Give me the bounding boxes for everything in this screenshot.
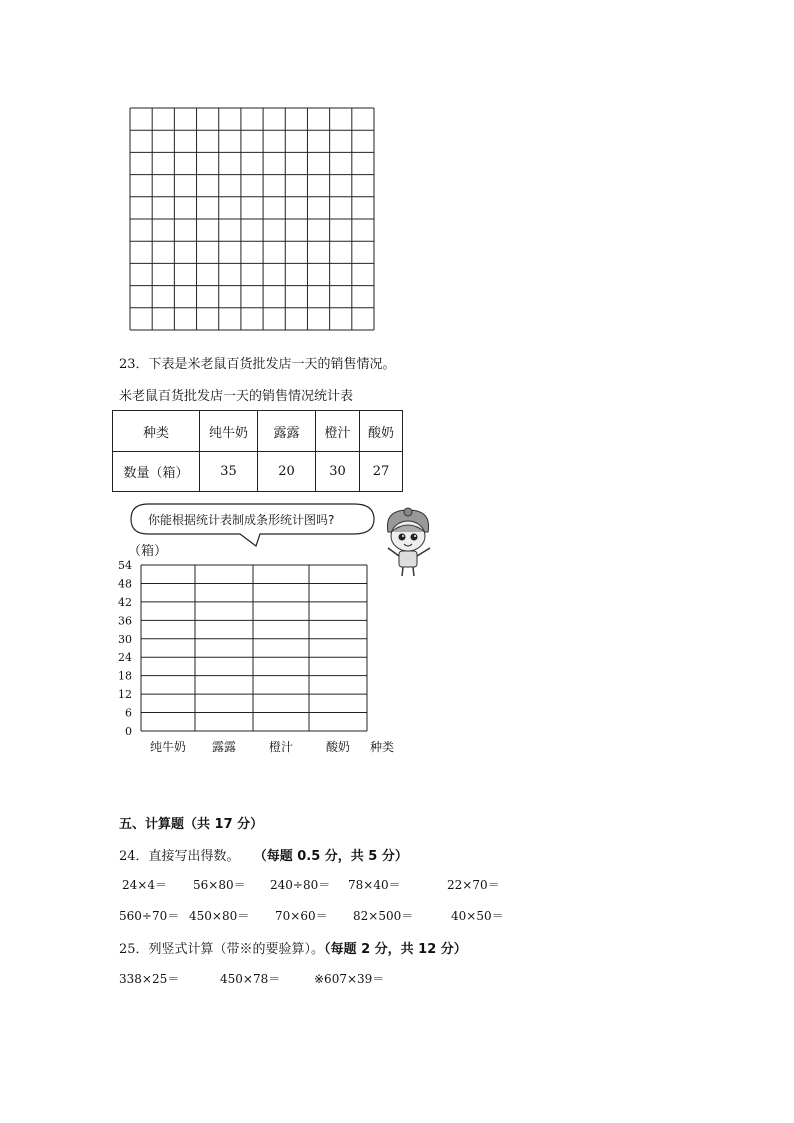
table-header-item: 纯牛奶 [200,411,258,452]
blank-bar-chart [100,555,410,760]
y-tick-label: 24 [118,651,132,665]
practice-grid [129,107,375,331]
table-header-item: 露露 [258,411,316,452]
y-tick-label: 6 [125,706,132,720]
calc-item: 560÷70＝ [119,909,180,923]
y-tick-label: 36 [118,614,132,628]
x-category-label: 露露 [211,740,237,754]
q24-title: 24．直接写出得数。 [119,849,240,864]
q24-title-line [119,845,408,864]
q23-title: 23．下表是米老鼠百货批发店一天的销售情况。 [119,357,396,372]
table-header-label: 种类 [113,411,200,452]
table-cell: 27 [360,452,403,492]
calc-item: 40×50＝ [451,909,504,923]
calc-item: 56×80＝ [193,878,246,892]
y-tick-label: 42 [118,595,132,609]
sales-table [112,410,403,492]
x-category-label: 酸奶 [325,740,351,754]
table-header-item: 橙汁 [316,411,360,452]
table-data-row [113,452,403,492]
q25-title: 25．列竖式计算（带※的要验算）。 [119,942,325,957]
calc-item: 24×4＝ [122,878,167,892]
y-tick-label: 18 [118,669,132,683]
y-tick-label: 0 [125,725,132,738]
calc-item: 450×80＝ [189,909,250,923]
calc-item: 70×60＝ [275,909,328,923]
table-cell: 20 [258,452,316,492]
speech-text: 你能根据统计表制成条形统计图吗? [148,513,335,527]
table-cell: 30 [316,452,360,492]
x-axis-title: 种类 [369,740,395,754]
section-5-title: 五、计算题（共 17 分） [119,817,264,832]
y-tick-label: 54 [118,559,132,572]
table-header-item: 酸奶 [360,411,403,452]
q24-score: （每题 0.5 分，共 5 分） [253,849,408,864]
q25-score: （每题 2 分，共 12 分） [324,942,467,957]
table-row-label: 数量（箱） [113,452,200,492]
x-category-label: 橙汁 [268,740,294,754]
table-header-row [113,411,403,452]
calc-item: 450×78＝ [220,972,281,986]
calc-item: 78×40＝ [348,878,401,892]
table-caption: 米老鼠百货批发店一天的销售情况统计表 [119,389,354,404]
x-category-label: 纯牛奶 [149,740,187,754]
chart-unit-label: （箱） [128,544,168,559]
table-cell: 35 [200,452,258,492]
y-tick-label: 12 [118,688,132,702]
calc-item: 240÷80＝ [270,878,331,892]
calc-item: 82×500＝ [353,909,414,923]
y-tick-label: 48 [118,577,132,591]
calc-item: ※607×39＝ [314,972,385,986]
calc-item: 22×70＝ [447,878,500,892]
calc-item: 338×25＝ [119,972,180,986]
q25-title-line [119,938,467,957]
y-tick-label: 30 [118,632,132,646]
